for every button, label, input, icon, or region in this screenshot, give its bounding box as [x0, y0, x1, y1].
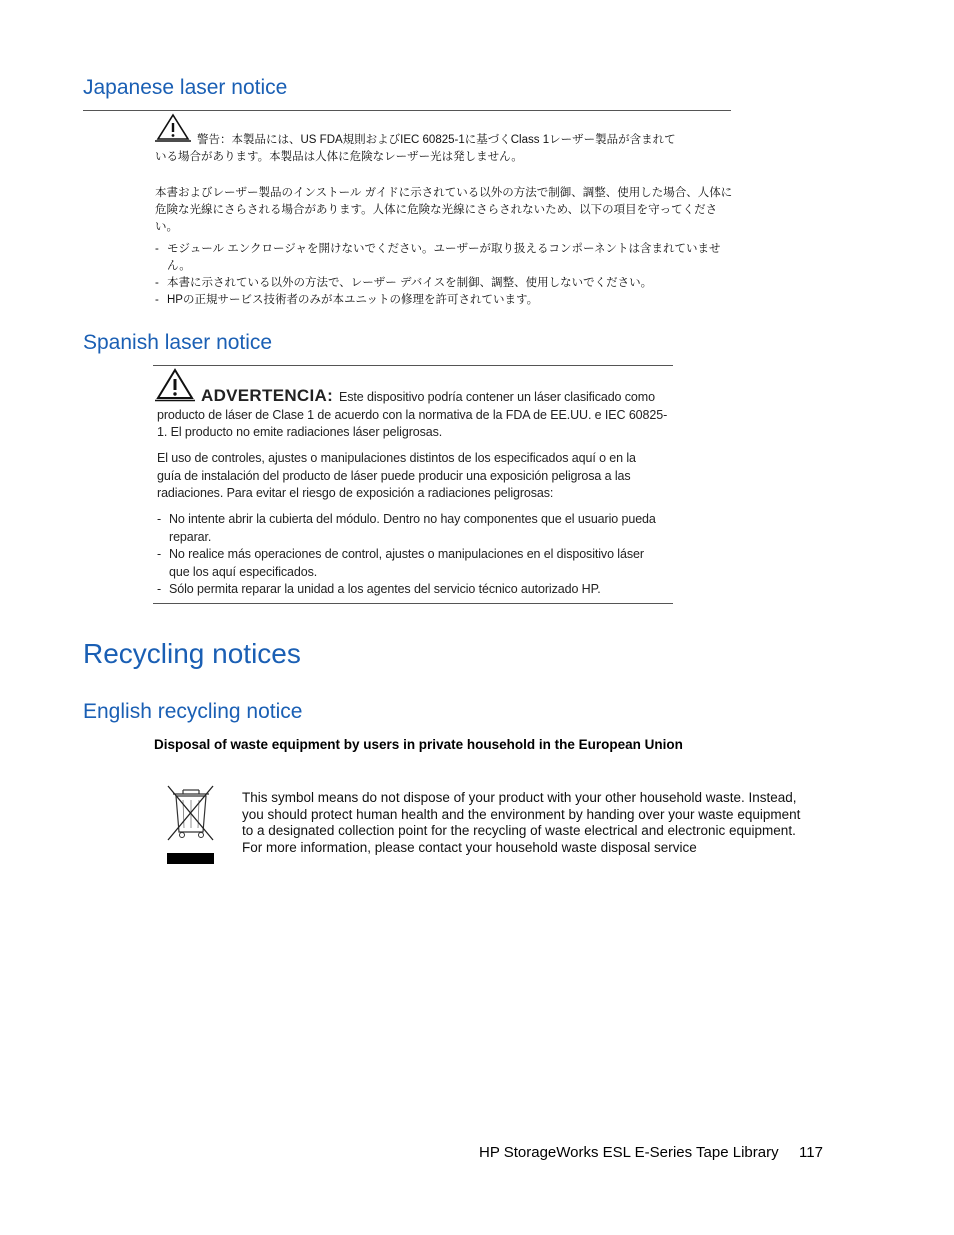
list-item: - 本書に示されている以外の方法で、レーザー デバイスを制御、調整、使用しないでください。 [155, 275, 725, 292]
es-warning-text: Este dispositivo podría contener un láser clasificado como producto de láser de Clase 1 de acuerdo con la normativa de la FDA de EE.UU. e IEC 60825-1. El producto no emite radiaciones láser peligrosas. [157, 390, 668, 439]
recycling-notices-title: Recycling notices [83, 638, 301, 669]
divider [153, 365, 673, 366]
page-number: 117 [799, 1144, 823, 1161]
spanish-laser-notice-heading: Spanish laser notice [83, 331, 273, 354]
advertencia-label: ADVERTENCIA: [201, 386, 334, 405]
divider [153, 603, 673, 604]
jp-paragraph: 本書およびレーザー製品のインストール ガイドに示されている以外の方法で制御、調整、使用した場合、人体に危険な光線にさらされる場合があります。人体に危険な光線にさらされないため、以下の項目を守ってください。 [155, 187, 733, 233]
jp-warning-line2: いる場合があります。本製品は人体に危険なレーザー光は発しません。 [155, 151, 523, 163]
english-recycling-notice-heading: English recycling notice [83, 700, 303, 723]
list-item: - No intente abrir la cubierta del módulo. Dentro no hay componentes que el usuario pueda reparar. [157, 511, 662, 546]
list-item: - モジュール エンクロージャを開けないでください。ユーザーが取り扱えるコンポーネントは含まれていません。 [155, 241, 725, 275]
divider [83, 110, 731, 111]
weee-crossed-bin-icon [163, 782, 217, 866]
jp-warning-line1: 警告：本製品には、US FDA規則およびIEC 60825-1に基づくClass 1レーザー製品が含まれて [197, 134, 676, 146]
japanese-laser-notice-heading: Japanese laser notice [83, 76, 288, 99]
es-bullet-list [157, 511, 662, 599]
warning-triangle-icon [155, 113, 191, 143]
list-item: - No realice más operaciones de control, ajustes o manipulaciones en el dispositivo láser que los aquí especificados. [157, 546, 662, 581]
es-warning-block [157, 387, 669, 442]
es-paragraph: El uso de controles, ajustes o manipulaciones distintos de los especificados aquí o en la guía de instalación del producto de láser puede producir una exposición peligrosa a las radiaciones. Para evitar el riesgo de exposición a radiaciones peligrosas: [157, 451, 636, 500]
disposal-heading: Disposal of waste equipment by users in private household in the European Union [154, 737, 683, 752]
list-item: - HPの正規サービス技術者のみが本ユニットの修理を許可されています。 [155, 292, 725, 309]
list-item: - Sólo permita reparar la unidad a los agentes del servicio técnico autorizado HP. [157, 581, 662, 599]
symbol-description: This symbol means do not dispose of your product with your other household waste. Instead, you should protect human health and the environment by handing over your waste equipment to a designated collection point for the recycling of waste electrical and electronic equipment. For more information, please contact your household waste disposal service [242, 790, 801, 855]
footer-product-name: HP StorageWorks ESL E-Series Tape Library [479, 1144, 779, 1161]
jp-bullet-list [155, 241, 725, 309]
